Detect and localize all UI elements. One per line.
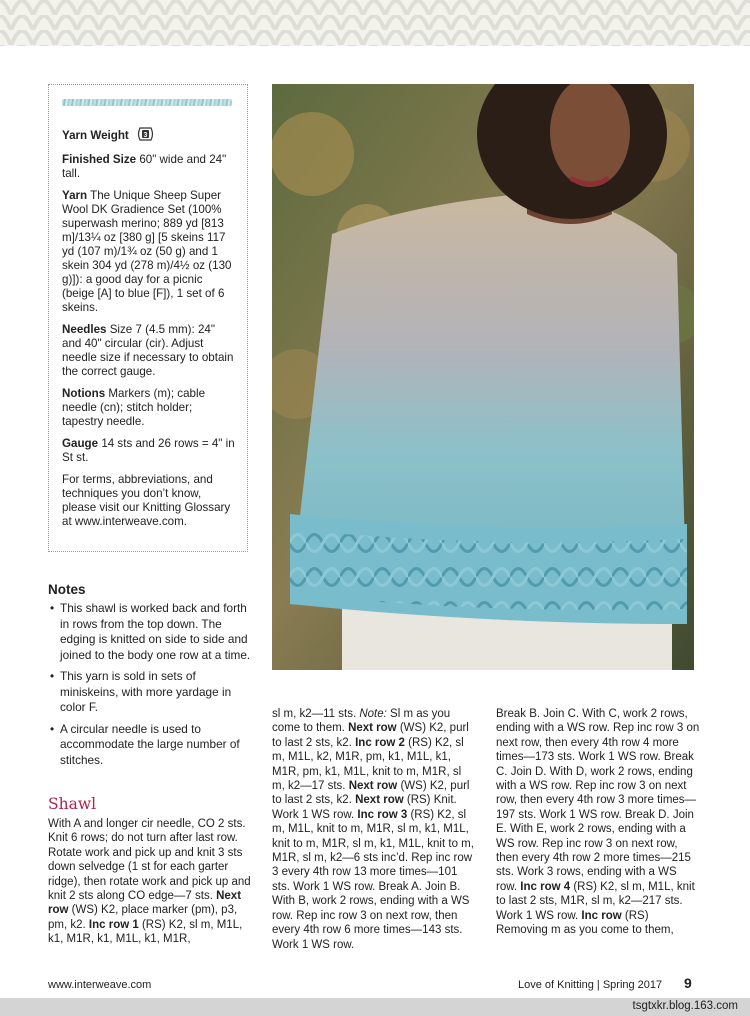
instructions-column-1 xyxy=(48,817,254,947)
notions-text: Markers (m); cable needle (cn); stitch holder; tapestry needle. xyxy=(62,387,206,428)
italic-run: Note: xyxy=(359,708,387,720)
yarn-weight-icon xyxy=(137,127,154,141)
yarn-text: The Unique Sheep Super Wool DK Gradience Set (100% superwash merino; 889 yd [813 m]/13¼ oz [380 g] [5 skeins 117 yd (107 m)/1¾ oz (50 g) and 1 skein 304 yd (278 m)/4½ oz (130 g)]): a good day for a picnic (beige [A] to blue [F]), 1 set of 6 skeins. xyxy=(62,189,232,314)
footer-separator: | xyxy=(593,979,603,991)
magazine-name: Love of Knitting xyxy=(518,979,594,991)
text-run: With A and longer cir needle, CO 2 sts. Knit 6 rows; do not turn after last row. Rotate work and pick up and knit 3 sts down selvedge (1 st for each garter ridge), then rotate work and pick up and knit 2 sts along CO edge—7 sts. xyxy=(48,818,251,903)
text-run: (WS) K2, purl to last 2 sts, k2. xyxy=(272,722,469,749)
finished-size-text: 60" wide and 24" tall. xyxy=(62,153,227,180)
needles xyxy=(62,323,235,379)
yarn-weight xyxy=(62,127,235,143)
svg-text:3: 3 xyxy=(143,132,148,139)
text-run: (RS) K2, sl m, M1L, k1, M1R, k1, M1L, k1, M1R, xyxy=(48,918,243,946)
shawl-heading: Shawl xyxy=(48,795,97,813)
bold-run: Inc row 3 xyxy=(357,808,408,821)
text-run: sl m, k2—11 sts. xyxy=(272,708,360,720)
note-item: • A circular needle is used to accommodate the large number of stitches. xyxy=(48,722,254,769)
page-number: 9 xyxy=(684,975,692,991)
text-run: (WS) K2, place marker (pm), p3, pm, k2. xyxy=(48,904,238,931)
watermark-text: tsgtxkr.blog.163.com xyxy=(632,1000,738,1012)
text-run: (RS) K2, sl m, M1L, knit to m, M1R, sl m, k1, M1L, knit to m, M1R, sl m, k1, M1L, knit to m, M1R, sl m, k2—6 sts inc’d. Rep inc row 3 every 4th row 13 more times—101 sts. Work 1 WS row. Break A. Join B. With B, work 2 rows, ending with a WS row. Rep inc row 3 on next row, then every 4th row 6 more times—143 sts. Work 1 WS row. xyxy=(272,808,474,951)
yarn-swatch-image xyxy=(62,99,232,106)
gauge-text: 14 sts and 26 rows = 4" in St st. xyxy=(62,437,235,464)
notes-list xyxy=(48,601,254,768)
notes-heading: Notes xyxy=(48,582,86,597)
yarn xyxy=(62,189,235,315)
text-run: (RS) Removing m as you come to them, xyxy=(496,909,674,937)
bold-run: Inc row 2 xyxy=(355,736,405,749)
bold-run: Next row xyxy=(348,722,397,735)
terms-text: For terms, abbreviations, and techniques you don’t know, please visit our Knitting Glossary at www.interweave.com. xyxy=(62,473,231,528)
gauge-label: Gauge xyxy=(62,437,99,450)
text-run: Break B. Join C. With C, work 2 rows, ending with a WS row. Rep inc row 3 on next row, then every 4th row 4 more times—173 sts. Work 1 WS row. Break C. Join D. With D, work 2 rows, ending with a WS row. Rep inc row 3 on next row, then every 4th row 3 more times—197 sts. Work 1 WS row. Break D. Join E. With E, work 2 rows, ending with a WS row. Rep inc row 3 on next row, then every 4th row 2 more times—215 sts. Work 3 rows, ending with a WS row. xyxy=(496,708,700,893)
issue-label: Spring 2017 xyxy=(602,979,663,991)
shawl-photo xyxy=(272,84,694,670)
footer-url: www.interweave.com xyxy=(48,979,152,991)
needles-label: Needles xyxy=(62,323,107,336)
text-run: (WS) K2, purl to last 2 sts, k2. xyxy=(272,780,470,807)
bold-run: Next row xyxy=(355,794,404,807)
bold-run: Inc row 1 xyxy=(88,918,139,931)
bold-run: Inc row 4 xyxy=(520,880,571,893)
knit-pattern-band xyxy=(0,0,750,46)
bold-run: Inc row xyxy=(581,909,622,922)
bold-run: Next row xyxy=(348,780,398,793)
notes-section xyxy=(48,582,254,774)
pattern-info-box xyxy=(48,84,248,552)
notions xyxy=(62,387,235,429)
finished-size xyxy=(62,153,235,181)
yarn-label: Yarn xyxy=(62,189,88,202)
note-item: • This yarn is sold in sets of miniskeins, with more yardage in color F. xyxy=(48,669,254,716)
bold-run: Next row xyxy=(48,890,242,917)
instructions-column-3 xyxy=(496,707,700,938)
gauge xyxy=(62,437,235,465)
text-run: (RS) K2, sl m, M1L, k2, M1R, pm, k1, M1L, k1, M1R, pm, k1, M1L, knit to m, M1R, sl m, k2—17 sts. xyxy=(272,736,464,793)
text-run: (RS) K2, sl m, M1L, knit to last 2 sts, M1R, sl m, k2—217 sts. Work 1 WS row. xyxy=(496,880,695,922)
note-item: • This shawl is worked back and forth in rows from the top down. The edging is knitted on side to side and joined to the body one row at a time. xyxy=(48,601,254,663)
needles-text: Size 7 (4.5 mm): 24" and 40" circular (cir). Adjust needle size if necessary to obtain the correct gauge. xyxy=(62,323,234,378)
instructions-column-2 xyxy=(272,707,476,952)
yarn-weight-label: Yarn Weight xyxy=(62,129,129,142)
text-run: Sl m as you come to them. xyxy=(272,708,451,735)
text-run: (RS) Knit. Work 1 WS row. xyxy=(272,794,457,821)
footer-magazine xyxy=(518,979,662,991)
notions-label: Notions xyxy=(62,387,106,400)
finished-size-label: Finished Size xyxy=(62,153,137,166)
